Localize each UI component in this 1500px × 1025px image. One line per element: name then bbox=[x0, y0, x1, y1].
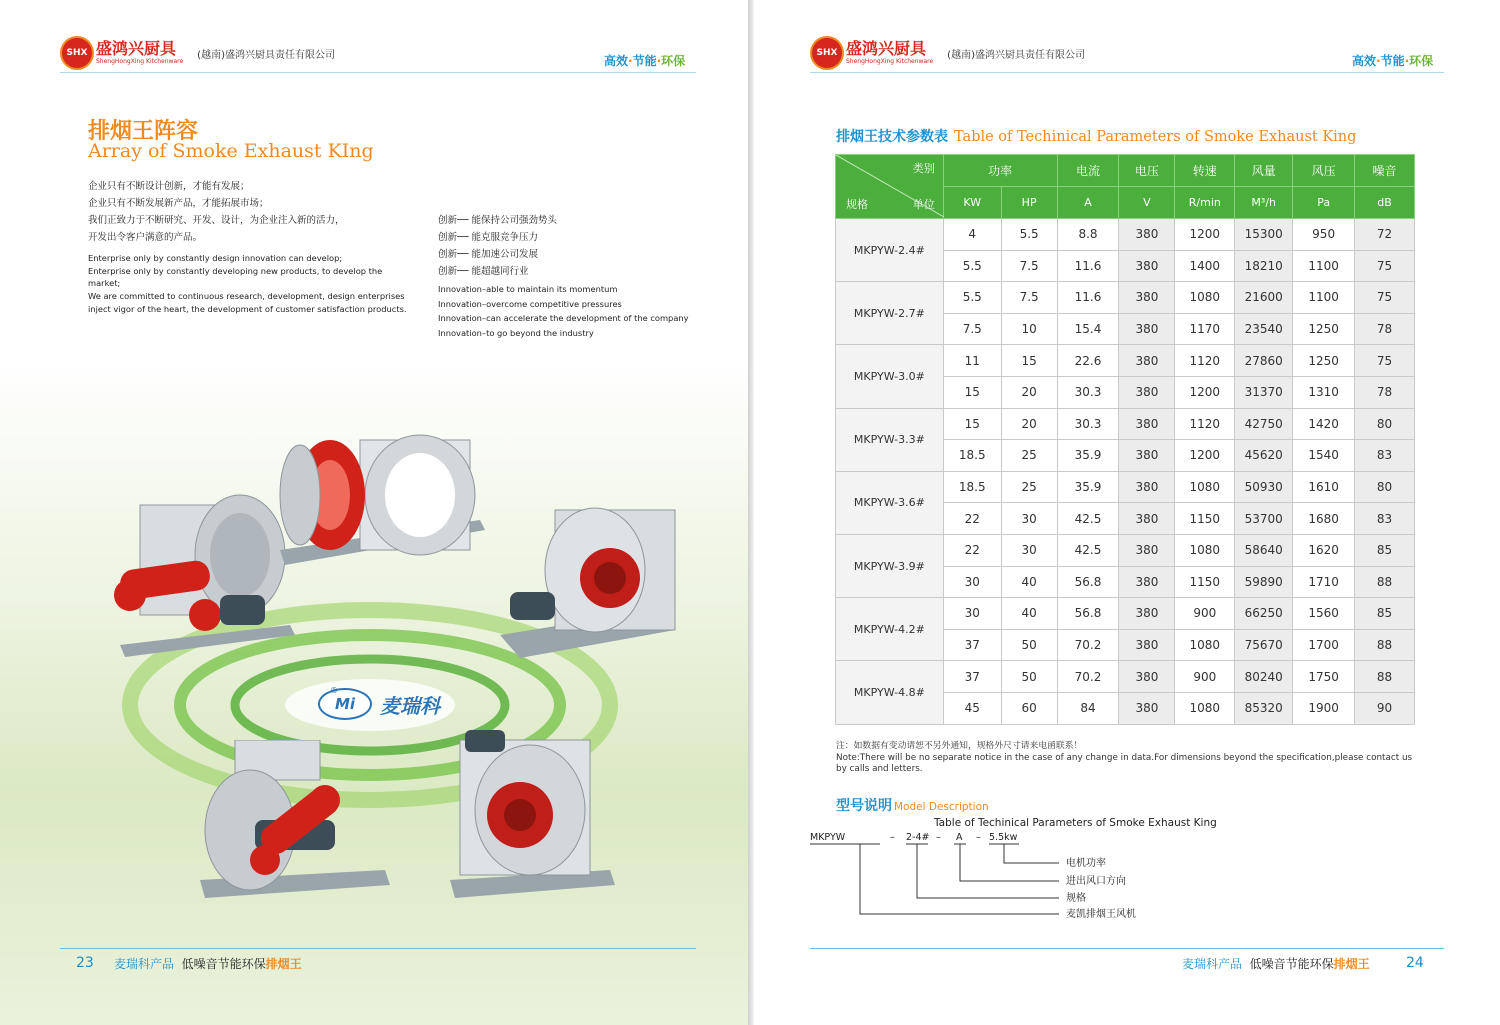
innovation-cn bbox=[438, 212, 557, 280]
table-row bbox=[836, 598, 1415, 630]
table-cell: 1540 bbox=[1293, 440, 1355, 472]
table-cell: 42750 bbox=[1235, 408, 1293, 440]
table-cell: 1400 bbox=[1175, 250, 1235, 282]
table-cell: 35.9 bbox=[1057, 440, 1119, 472]
table-cell: 40 bbox=[1001, 566, 1057, 598]
table-cell: 380 bbox=[1119, 471, 1175, 503]
table-cell: 900 bbox=[1175, 661, 1235, 693]
code-sep: – bbox=[890, 832, 895, 843]
table-cell: 88 bbox=[1355, 661, 1415, 693]
table-cell: 1310 bbox=[1293, 376, 1355, 408]
table-body bbox=[836, 219, 1415, 725]
model-description-subtitle: Table of Techinical Parameters of Smoke Exhaust King bbox=[934, 817, 1217, 829]
page-title-cn: 排烟王阵容 bbox=[88, 119, 199, 144]
table-cell: 380 bbox=[1119, 598, 1175, 630]
code-sep: – bbox=[936, 832, 941, 843]
table-cell: 1700 bbox=[1293, 629, 1355, 661]
exhaust-fan-image bbox=[270, 430, 490, 580]
table-cell: 950 bbox=[1293, 219, 1355, 251]
innovation-en bbox=[438, 282, 689, 340]
note-cn: 注：如数据有变动请恕不另外通知，规格外尺寸请来电函联系！ bbox=[836, 741, 1083, 751]
table-cell: 15.4 bbox=[1057, 313, 1119, 345]
logo-badge: SHX bbox=[812, 38, 842, 68]
table-cell: 1080 bbox=[1175, 471, 1235, 503]
table-cell: 22 bbox=[943, 503, 1001, 535]
table-cell: 40 bbox=[1001, 598, 1057, 630]
unit-header: KW bbox=[943, 187, 1001, 219]
footer-divider bbox=[810, 948, 1444, 949]
unit-header: A bbox=[1057, 187, 1119, 219]
column-header: 电压 bbox=[1119, 155, 1175, 187]
table-cell: 1120 bbox=[1175, 345, 1235, 377]
header-divider bbox=[60, 72, 696, 73]
table-cell: 50 bbox=[1001, 661, 1057, 693]
table-cell: 1080 bbox=[1175, 692, 1235, 724]
code-label: 规格 bbox=[1066, 893, 1086, 904]
table-cell: 380 bbox=[1119, 313, 1175, 345]
unit-header: dB bbox=[1355, 187, 1415, 219]
note-en: Note:There will be no separate notice in the case of any change in data.For dimensions beyond the specification,please contact us by calls and letters. bbox=[836, 752, 1413, 774]
table-cell: 1170 bbox=[1175, 313, 1235, 345]
table-cell: 35.9 bbox=[1057, 471, 1119, 503]
slogan: 高效·节能·环保 bbox=[604, 54, 686, 68]
table-cell: 1080 bbox=[1175, 534, 1235, 566]
table-cell: 380 bbox=[1119, 376, 1175, 408]
table-cell: 80 bbox=[1355, 408, 1415, 440]
table-cell: 30 bbox=[1001, 503, 1057, 535]
intro-cn-line: 企业只有不断设计创新，才能有发展； bbox=[88, 181, 250, 192]
table-cell: 15 bbox=[943, 376, 1001, 408]
table-cell: 380 bbox=[1119, 408, 1175, 440]
exhaust-fan-image bbox=[440, 730, 620, 905]
table-cell: 1100 bbox=[1293, 250, 1355, 282]
table-cell: 1750 bbox=[1293, 661, 1355, 693]
table-cell: 1200 bbox=[1175, 440, 1235, 472]
column-header: 电流 bbox=[1057, 155, 1119, 187]
innovation-cn-line: 创新── 能加速公司发展 bbox=[438, 249, 538, 260]
table-cell: 70.2 bbox=[1057, 629, 1119, 661]
table-cell: 380 bbox=[1119, 692, 1175, 724]
logo-badge: SHX bbox=[62, 38, 92, 68]
table-cell: 31370 bbox=[1235, 376, 1293, 408]
table-cell: 1420 bbox=[1293, 408, 1355, 440]
logo-en: ShengHongXing Kitchenware bbox=[96, 58, 184, 65]
column-header: 风压 bbox=[1293, 155, 1355, 187]
innovation-cn-line: 创新── 能保持公司强劲势头 bbox=[438, 215, 557, 226]
table-cell: 22 bbox=[943, 534, 1001, 566]
unit-header: Pa bbox=[1293, 187, 1355, 219]
code-sep: – bbox=[976, 832, 981, 843]
table-cell: 80240 bbox=[1235, 661, 1293, 693]
code-part: 5.5kw bbox=[989, 832, 1018, 843]
table-cell: 27860 bbox=[1235, 345, 1293, 377]
innovation-en-line: Innovation–to go beyond the industry bbox=[438, 327, 594, 338]
header-divider bbox=[810, 72, 1444, 73]
innovation-cn-line: 创新── 能超越同行业 bbox=[438, 266, 529, 277]
right-page bbox=[754, 0, 1500, 1025]
table-cell: 1120 bbox=[1175, 408, 1235, 440]
table-cell: 380 bbox=[1119, 250, 1175, 282]
table-cell: 11 bbox=[943, 345, 1001, 377]
table-cell: 53700 bbox=[1235, 503, 1293, 535]
table-cell: 30 bbox=[943, 566, 1001, 598]
table-cell: 1620 bbox=[1293, 534, 1355, 566]
table-cell: 1100 bbox=[1293, 282, 1355, 314]
innovation-en-line: Innovation–can accelerate the development of the company bbox=[438, 313, 689, 323]
table-note bbox=[836, 741, 1416, 776]
table-cell: 15300 bbox=[1235, 219, 1293, 251]
model-cell: MKPYW-4.2# bbox=[836, 598, 944, 661]
table-cell: 1200 bbox=[1175, 376, 1235, 408]
table-cell: 7.5 bbox=[1001, 250, 1057, 282]
footer-caption: 麦瑞科产品 低噪音节能环保排烟王 bbox=[114, 957, 302, 971]
table-cell: 1610 bbox=[1293, 471, 1355, 503]
header-category: 类别 bbox=[912, 162, 935, 175]
page-title-en: Array of Smoke Exhaust KIng bbox=[88, 140, 374, 162]
table-cell: 380 bbox=[1119, 503, 1175, 535]
model-cell: MKPYW-3.3# bbox=[836, 408, 944, 471]
table-cell: 5.5 bbox=[1001, 219, 1057, 251]
table-cell: 42.5 bbox=[1057, 534, 1119, 566]
table-cell: 1680 bbox=[1293, 503, 1355, 535]
table-cell: 1150 bbox=[1175, 503, 1235, 535]
intro-cn-line: 企业只有不断发展新产品，才能拓展市场； bbox=[88, 198, 269, 209]
table-cell: 88 bbox=[1355, 629, 1415, 661]
column-header: 功率 bbox=[943, 155, 1057, 187]
table-cell: 20 bbox=[1001, 376, 1057, 408]
left-page bbox=[0, 0, 748, 1025]
table-cell: 22.6 bbox=[1057, 345, 1119, 377]
parameters-table bbox=[835, 154, 1415, 725]
table-cell: 75 bbox=[1355, 282, 1415, 314]
logo-en: ShengHongXing Kitchenware bbox=[846, 58, 934, 65]
table-row bbox=[836, 282, 1415, 314]
logo-cn: 盛鸿兴厨具 bbox=[96, 39, 177, 58]
model-cell: MKPYW-3.9# bbox=[836, 534, 944, 597]
table-cell: 11.6 bbox=[1057, 250, 1119, 282]
code-part: A bbox=[956, 832, 963, 843]
company-name: (越南)盛鸿兴厨具责任有限公司 bbox=[197, 49, 335, 61]
table-cell: 11.6 bbox=[1057, 282, 1119, 314]
company-name: (越南)盛鸿兴厨具责任有限公司 bbox=[947, 49, 1085, 61]
table-cell: 80 bbox=[1355, 471, 1415, 503]
page-number: 23 bbox=[76, 955, 94, 971]
table-cell: 83 bbox=[1355, 503, 1415, 535]
table-cell: 75670 bbox=[1235, 629, 1293, 661]
company-logo bbox=[812, 38, 1085, 68]
model-cell: MKPYW-3.0# bbox=[836, 345, 944, 408]
page-number: 24 bbox=[1406, 955, 1424, 971]
table-cell: 5.5 bbox=[943, 250, 1001, 282]
table-row bbox=[836, 471, 1415, 503]
table-cell: 88 bbox=[1355, 566, 1415, 598]
unit-header: HP bbox=[1001, 187, 1057, 219]
table-cell: 37 bbox=[943, 629, 1001, 661]
table-cell: 56.8 bbox=[1057, 566, 1119, 598]
code-label: 麦凯排烟王风机 bbox=[1066, 909, 1136, 920]
table-cell: 30 bbox=[943, 598, 1001, 630]
table-cell: 60 bbox=[1001, 692, 1057, 724]
table-cell: 66250 bbox=[1235, 598, 1293, 630]
table-cell: 380 bbox=[1119, 345, 1175, 377]
table-cell: 15 bbox=[943, 408, 1001, 440]
table-cell: 10 bbox=[1001, 313, 1057, 345]
exhaust-fan-image bbox=[195, 740, 395, 905]
table-cell: 42.5 bbox=[1057, 503, 1119, 535]
header-unit: 单位 bbox=[912, 198, 935, 211]
code-part: MKPYW bbox=[810, 832, 846, 843]
table-title bbox=[836, 126, 1356, 146]
table-cell: 5.5 bbox=[943, 282, 1001, 314]
innovation-en-line: Innovation–overcome competitive pressures bbox=[438, 298, 622, 309]
header-spec: 规格 bbox=[846, 198, 868, 211]
company-logo bbox=[62, 38, 335, 68]
table-cell: 59890 bbox=[1235, 566, 1293, 598]
model-cell: MKPYW-4.8# bbox=[836, 661, 944, 724]
table-cell: 30.3 bbox=[1057, 408, 1119, 440]
table-cell: 30 bbox=[1001, 534, 1057, 566]
code-label: 电机功率 bbox=[1066, 858, 1106, 869]
table-cell: 380 bbox=[1119, 566, 1175, 598]
table-cell: 23540 bbox=[1235, 313, 1293, 345]
table-cell: 4 bbox=[943, 219, 1001, 251]
model-code-diagram bbox=[804, 828, 1224, 923]
table-cell: 380 bbox=[1119, 629, 1175, 661]
column-header: 噪音 bbox=[1355, 155, 1415, 187]
table-cell: 78 bbox=[1355, 313, 1415, 345]
brand-badge: Mi bbox=[318, 688, 372, 720]
unit-header: M³/h bbox=[1235, 187, 1293, 219]
table-cell: 25 bbox=[1001, 471, 1057, 503]
table-cell: 7.5 bbox=[943, 313, 1001, 345]
code-part: 2-4# bbox=[906, 832, 930, 843]
table-cell: 83 bbox=[1355, 440, 1415, 472]
innovation-en-line: Innovation–able to maintain its momentum bbox=[438, 284, 618, 294]
table-cell: 37 bbox=[943, 661, 1001, 693]
table-cell: 380 bbox=[1119, 534, 1175, 566]
intro-en-line: Enterprise only by constantly developing new products, to develop the market; bbox=[88, 265, 383, 289]
model-description-title: 型号说明 Model Description bbox=[836, 798, 989, 814]
table-cell: 380 bbox=[1119, 282, 1175, 314]
intro-en-line: We are committed to continuous research, development, design enterprises inject vigor of the heart, the development of customer satisfaction products. bbox=[88, 291, 407, 314]
unit-header: V bbox=[1119, 187, 1175, 219]
intro-cn bbox=[88, 178, 345, 246]
table-cell: 45 bbox=[943, 692, 1001, 724]
logo-cn: 盛鸿兴厨具 bbox=[846, 39, 927, 58]
table-cell: 1150 bbox=[1175, 566, 1235, 598]
table-row bbox=[836, 408, 1415, 440]
table-cell: 30.3 bbox=[1057, 376, 1119, 408]
intro-en bbox=[88, 252, 408, 316]
table-cell: 75 bbox=[1355, 345, 1415, 377]
intro-cn-line: 我们正致力于不断研究、开发、设计，为企业注入新的活力， bbox=[88, 215, 345, 226]
table-cell: 380 bbox=[1119, 440, 1175, 472]
innovation-cn-line: 创新── 能克服竞争压力 bbox=[438, 232, 538, 243]
table-title-en: Table of Techinical Parameters of Smoke Exhaust King bbox=[954, 129, 1357, 145]
table-cell: 85 bbox=[1355, 534, 1415, 566]
table-cell: 1200 bbox=[1175, 219, 1235, 251]
model-cell: MKPYW-2.7# bbox=[836, 282, 944, 345]
table-cell: 25 bbox=[1001, 440, 1057, 472]
table-cell: 1080 bbox=[1175, 629, 1235, 661]
table-title-cn: 排烟王技术参数表 bbox=[836, 129, 948, 145]
table-cell: 90 bbox=[1355, 692, 1415, 724]
code-label: 进出风口方向 bbox=[1066, 876, 1126, 887]
table-cell: 8.8 bbox=[1057, 219, 1119, 251]
table-cell: 1250 bbox=[1293, 313, 1355, 345]
intro-cn-line: 开发出令客户满意的产品。 bbox=[88, 232, 203, 243]
table-cell: 72 bbox=[1355, 219, 1415, 251]
table-cell: 58640 bbox=[1235, 534, 1293, 566]
table-row bbox=[836, 219, 1415, 251]
table-cell: 1710 bbox=[1293, 566, 1355, 598]
table-corner-header bbox=[836, 155, 944, 219]
brand-logo bbox=[318, 685, 440, 720]
table-cell: 75 bbox=[1355, 250, 1415, 282]
table-cell: 18.5 bbox=[943, 440, 1001, 472]
table-cell: 1900 bbox=[1293, 692, 1355, 724]
exhaust-fan-image bbox=[495, 500, 695, 670]
table-cell: 50930 bbox=[1235, 471, 1293, 503]
table-cell: 21600 bbox=[1235, 282, 1293, 314]
footer-caption: 麦瑞科产品 低噪音节能环保排烟王 bbox=[1182, 957, 1370, 971]
table-cell: 78 bbox=[1355, 376, 1415, 408]
table-cell: 15 bbox=[1001, 345, 1057, 377]
table-cell: 380 bbox=[1119, 219, 1175, 251]
product-showcase bbox=[0, 360, 748, 1025]
table-cell: 20 bbox=[1001, 408, 1057, 440]
model-cell: MKPYW-2.4# bbox=[836, 219, 944, 282]
table-cell: 56.8 bbox=[1057, 598, 1119, 630]
table-row bbox=[836, 345, 1415, 377]
model-cell: MKPYW-3.6# bbox=[836, 471, 944, 534]
table-cell: 50 bbox=[1001, 629, 1057, 661]
table-cell: 45620 bbox=[1235, 440, 1293, 472]
unit-header: R/min bbox=[1175, 187, 1235, 219]
table-cell: 900 bbox=[1175, 598, 1235, 630]
table-row bbox=[836, 534, 1415, 566]
column-header: 转速 bbox=[1175, 155, 1235, 187]
table-cell: 1560 bbox=[1293, 598, 1355, 630]
table-cell: 84 bbox=[1057, 692, 1119, 724]
table-row bbox=[836, 661, 1415, 693]
slogan: 高效·节能·环保 bbox=[1352, 54, 1434, 68]
table-cell: 18.5 bbox=[943, 471, 1001, 503]
table-cell: 1080 bbox=[1175, 282, 1235, 314]
table-cell: 85 bbox=[1355, 598, 1415, 630]
table-cell: 7.5 bbox=[1001, 282, 1057, 314]
column-header: 风量 bbox=[1235, 155, 1293, 187]
table-cell: 18210 bbox=[1235, 250, 1293, 282]
table-cell: 85320 bbox=[1235, 692, 1293, 724]
table-cell: 1250 bbox=[1293, 345, 1355, 377]
footer-divider bbox=[60, 948, 696, 949]
registered-mark: ® bbox=[330, 685, 338, 695]
table-cell: 380 bbox=[1119, 661, 1175, 693]
brand-name: 麦瑞科 bbox=[380, 693, 440, 718]
table-cell: 70.2 bbox=[1057, 661, 1119, 693]
intro-en-line: Enterprise only by constantly design innovation can develop; bbox=[88, 253, 343, 263]
